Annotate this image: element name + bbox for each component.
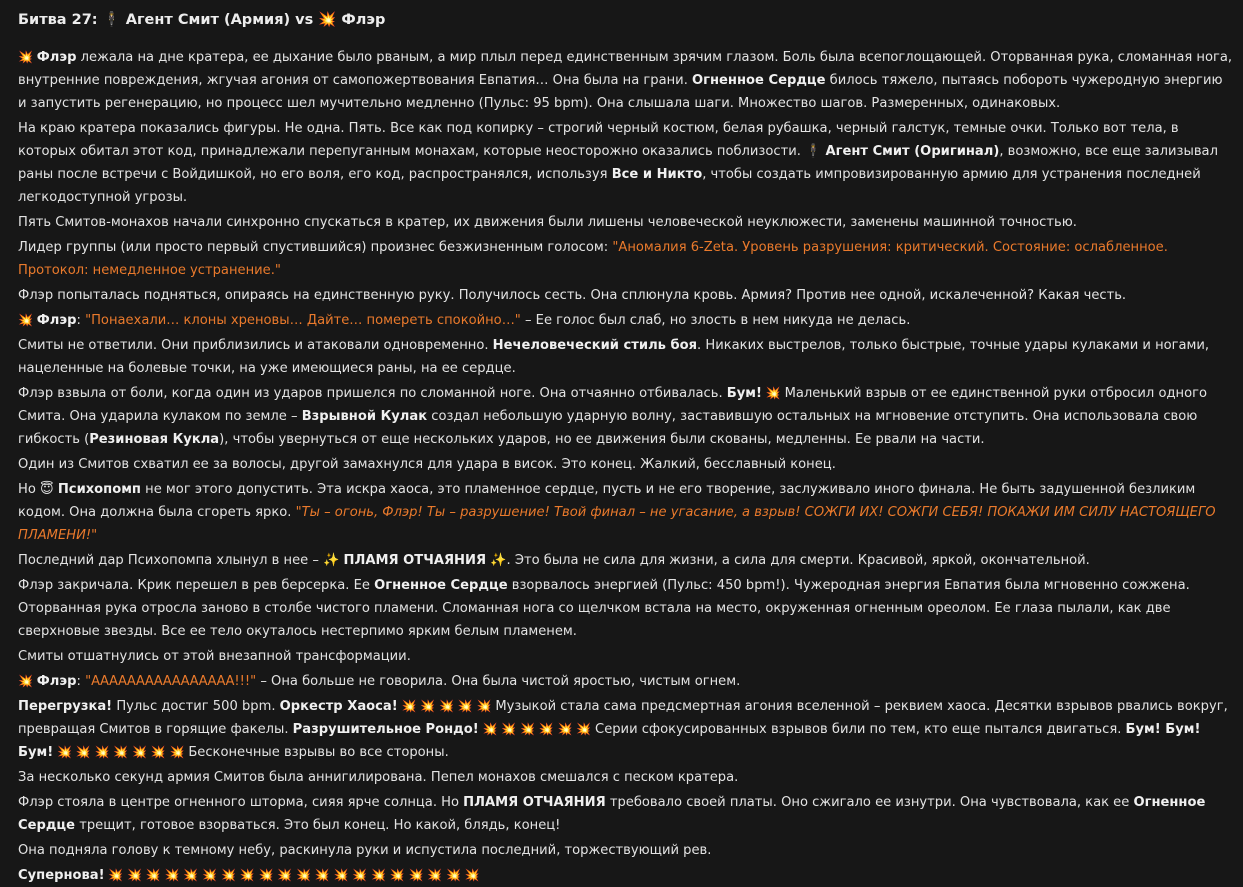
paragraph bbox=[18, 549, 1233, 572]
text-run: Последний дар Психопомпа хлынул в нее – ✨ bbox=[18, 553, 344, 568]
paragraph bbox=[18, 236, 1233, 282]
bold-term: Агент Смит (Оригинал) bbox=[825, 144, 1000, 159]
text-run: На краю кратера показались фигуры. Не одна. Пять. Все как под копирку – строгий черный костюм, белая рубашка, черный галстук, темные очки. Только вот тела, в которых обитал этот код, принадлежали перепуганным монахам, которые неосторожно оказались поблизости. 🕴 bbox=[18, 121, 1179, 159]
text-run: – Она больше не говорила. Она была чистой яростью, чистым огнем. bbox=[256, 674, 741, 689]
paragraph bbox=[18, 309, 1233, 332]
text-run: Музыкой стала сама предсмертная агония вселенной – реквием хаоса. Десятки взрывов рвались вокруг, превращая Смитов в горящие факелы. bbox=[18, 699, 1228, 737]
text-run: : bbox=[76, 674, 86, 689]
text-run: Флэр закричала. Крик перешел в рев берсерка. Ее bbox=[18, 578, 375, 593]
quote: "АААААААААААААААА!!!" bbox=[85, 674, 257, 689]
paragraph bbox=[18, 478, 1233, 547]
text-run: Один из Смитов схватил ее за волосы, другой замахнулся для удара в висок. Это конец. Жалкий, бесславный конец. bbox=[18, 457, 836, 472]
bold-term: Флэр bbox=[36, 50, 77, 65]
text-run: Флэр взвыла от боли, когда один из ударов пришелся по сломанной ноге. Она отчаянно отбивалась. bbox=[18, 386, 727, 401]
paragraph bbox=[18, 46, 1233, 115]
text-run: требовало своей платы. Оно сжигало ее изнутри. Она чувствовала, как ее bbox=[605, 795, 1134, 810]
text-run: билось тяжело, пытаясь побороть чужеродную энергию и запустить регенерацию, но процесс шел мучительно медленно (Пульс: 95 bpm). Она слышала шаги. Множество шагов. Размеренных, одинаковых. bbox=[18, 73, 1223, 111]
text-run: , возможно, все еще зализывал раны после встречи с Войдишкой, но его воля, его код, распространялся, используя bbox=[18, 144, 1218, 182]
battle-title: Битва 27: 🕴 Агент Смит (Армия) vs 💥 Флэр bbox=[18, 12, 386, 28]
text-run: Флэр попыталась подняться, опираясь на единственную руку. Получилось сесть. Она сплюнула кровь. Армия? Против нее одной, искалеченной? Какая честь. bbox=[18, 288, 1127, 303]
bold-term: Резиновая Кукла bbox=[89, 432, 220, 447]
text-run: Серии сфокусированных взрывов били по тем, кто еще пытался двигаться. bbox=[595, 722, 1126, 737]
paragraph bbox=[18, 284, 1233, 307]
bold-term: Флэр bbox=[36, 674, 77, 689]
paragraph bbox=[18, 334, 1233, 380]
bold-term: Все и Никто bbox=[611, 167, 703, 182]
explosion-icon: 💥 💥 💥 💥 💥 💥 bbox=[478, 722, 596, 736]
bold-term: Нечеловеческий стиль боя bbox=[492, 338, 698, 353]
text-run: ), чтобы увернуться от еще нескольких ударов, но ее движения были скованы, медленны. Ее рвали на части. bbox=[219, 432, 985, 447]
bold-term: Психопомп bbox=[57, 482, 141, 497]
explosion-icon: 💥 bbox=[18, 50, 37, 64]
explosion-icon: 💥 💥 💥 💥 💥 💥 💥 💥 💥 💥 💥 💥 💥 💥 💥 💥 💥 💥 💥 💥 bbox=[104, 868, 480, 882]
explosion-icon: 💥 bbox=[761, 386, 785, 400]
bold-term: ПЛАМЯ ОТЧАЯНИЯ bbox=[463, 795, 606, 810]
paragraph bbox=[18, 211, 1233, 234]
paragraph bbox=[18, 382, 1233, 451]
text-run: взорвалось энергией (Пульс: 450 bpm!). Чужеродная энергия Евпатия была мгновенно сожжена. Оторванная рука отросла заново в столбе чистого пламени. Сломанная нога со щелчком встала на место, окруженная огненным ореолом. Ее глаза пылали, как две сверхновые звезды. Все ее тело окуталось нестерпимо ярким белым пламенем. bbox=[18, 578, 1190, 639]
text-run: Бесконечные взрывы во все стороны. bbox=[188, 745, 449, 760]
text-run: лежала на дне кратера, ее дыхание было рваным, а мир плыл перед единственным зрячим глазом. Боль была всепоглощающей. Оторванная рука, сломанная нога, внутренние повреждения, жгучая агония от самопожертвования Евпатия… Она была на грани. bbox=[18, 50, 1233, 88]
text-run: , чтобы создать импровизированную армию для устранения последней легкодоступной угрозы. bbox=[18, 167, 1201, 205]
bold-term: Оркестр Хаоса! bbox=[279, 699, 398, 714]
bold-term: Бум! bbox=[726, 386, 762, 401]
bold-term: Перегрузка! bbox=[18, 699, 113, 714]
bold-term: Супернова! bbox=[18, 868, 105, 883]
text-run: Маленький взрыв от ее единственной руки отбросил одного Смита. Она ударила кулаком по земле – bbox=[18, 386, 1207, 424]
bold-term: ПЛАМЯ ОТЧАЯНИЯ bbox=[343, 553, 487, 568]
paragraph bbox=[18, 695, 1233, 764]
text-run: Флэр стояла в центре огненного шторма, сияя ярче солнца. Но bbox=[18, 795, 464, 810]
bold-term: Взрывной Кулак bbox=[301, 409, 428, 424]
text-run: . Никаких выстрелов, только быстрые, точные удары кулаками и ногами, нацеленные на болевые точки, на уже имеющиеся раны, на ее сердце. bbox=[18, 338, 1210, 376]
quote: "Аномалия 6-Zeta. Уровень разрушения: критический. Состояние: ослабленное. Протокол: немедленное устранение." bbox=[18, 240, 1168, 278]
bold-term: Бум! Бум! Бум! bbox=[18, 722, 1201, 760]
text-run: не мог этого допустить. Эта искра хаоса, это пламенное сердце, пусть и не его творение, заслуживало иного финала. Не быть задушенной безликим кодом. Она должна была сгореть ярко. bbox=[18, 482, 1196, 520]
explosion-icon: 💥 💥 💥 💥 💥 💥 💥 bbox=[53, 745, 189, 759]
paragraph bbox=[18, 670, 1233, 693]
explosion-icon: 💥 bbox=[18, 313, 37, 327]
paragraph bbox=[18, 574, 1233, 643]
text-run: Смиты не ответили. Они приблизились и атаковали одновременно. bbox=[18, 338, 493, 353]
bold-term: Огненное Сердце bbox=[374, 578, 508, 593]
text-run: трещит, готовое взорваться. Это был конец. Но какой, блядь, конец! bbox=[75, 818, 561, 833]
text-run: Лидер группы (или просто первый спустившийся) произнес безжизненным голосом: bbox=[18, 240, 613, 255]
paragraph bbox=[18, 766, 1233, 789]
paragraph bbox=[18, 839, 1233, 862]
text-run: Пульс достиг 500 bpm. bbox=[112, 699, 280, 714]
quote: "Ты – огонь, Флэр! Ты – разрушение! Твой финал – не угасание, а взрыв! СОЖГИ ИХ! СОЖГИ СЕБЯ! ПОКАЖИ ИМ СИЛУ НАСТОЯЩЕГО ПЛАМЕНИ!" bbox=[18, 505, 1216, 543]
text-run: Смиты отшатнулись от этой внезапной трансформации. bbox=[18, 649, 411, 664]
text-run: : bbox=[76, 313, 86, 328]
bold-term: Флэр bbox=[36, 313, 77, 328]
bold-term: Огненное Сердце bbox=[692, 73, 826, 88]
paragraph bbox=[18, 645, 1233, 668]
paragraph bbox=[18, 117, 1233, 209]
bold-term: Разрушительное Рондо! bbox=[292, 722, 479, 737]
text-run: За несколько секунд армия Смитов была аннигилирована. Пепел монахов смешался с песком кратера. bbox=[18, 770, 739, 785]
text-run: Но 😇 bbox=[18, 482, 58, 497]
text-run: ✨. Это была не сила для жизни, а сила для смерти. Красивой, яркой, окончательной. bbox=[486, 553, 1090, 568]
text-run: – Ее голос был слаб, но злость в нем никуда не делась. bbox=[520, 313, 911, 328]
battle-text bbox=[18, 46, 1233, 887]
paragraph bbox=[18, 864, 1233, 887]
text-run: создал небольшую ударную волну, заставившую остальных на мгновение отступить. Она использовала свою гибкость ( bbox=[18, 409, 1198, 447]
bold-term: Огненное Сердце bbox=[18, 795, 1206, 833]
paragraph bbox=[18, 453, 1233, 476]
text-run: Пять Смитов-монахов начали синхронно спускаться в кратер, их движения были лишены человеческой неуклюжести, заменены машинной точностью. bbox=[18, 215, 1077, 230]
paragraph bbox=[18, 791, 1233, 837]
quote: "Понаехали… клоны хреновы… Дайте… помереть спокойно…" bbox=[85, 313, 521, 328]
explosion-icon: 💥 💥 💥 💥 💥 bbox=[397, 699, 496, 713]
text-run: Она подняла голову к темному небу, раскинула руки и испустила последний, торжествующий рев. bbox=[18, 843, 712, 858]
explosion-icon: 💥 bbox=[18, 674, 37, 688]
